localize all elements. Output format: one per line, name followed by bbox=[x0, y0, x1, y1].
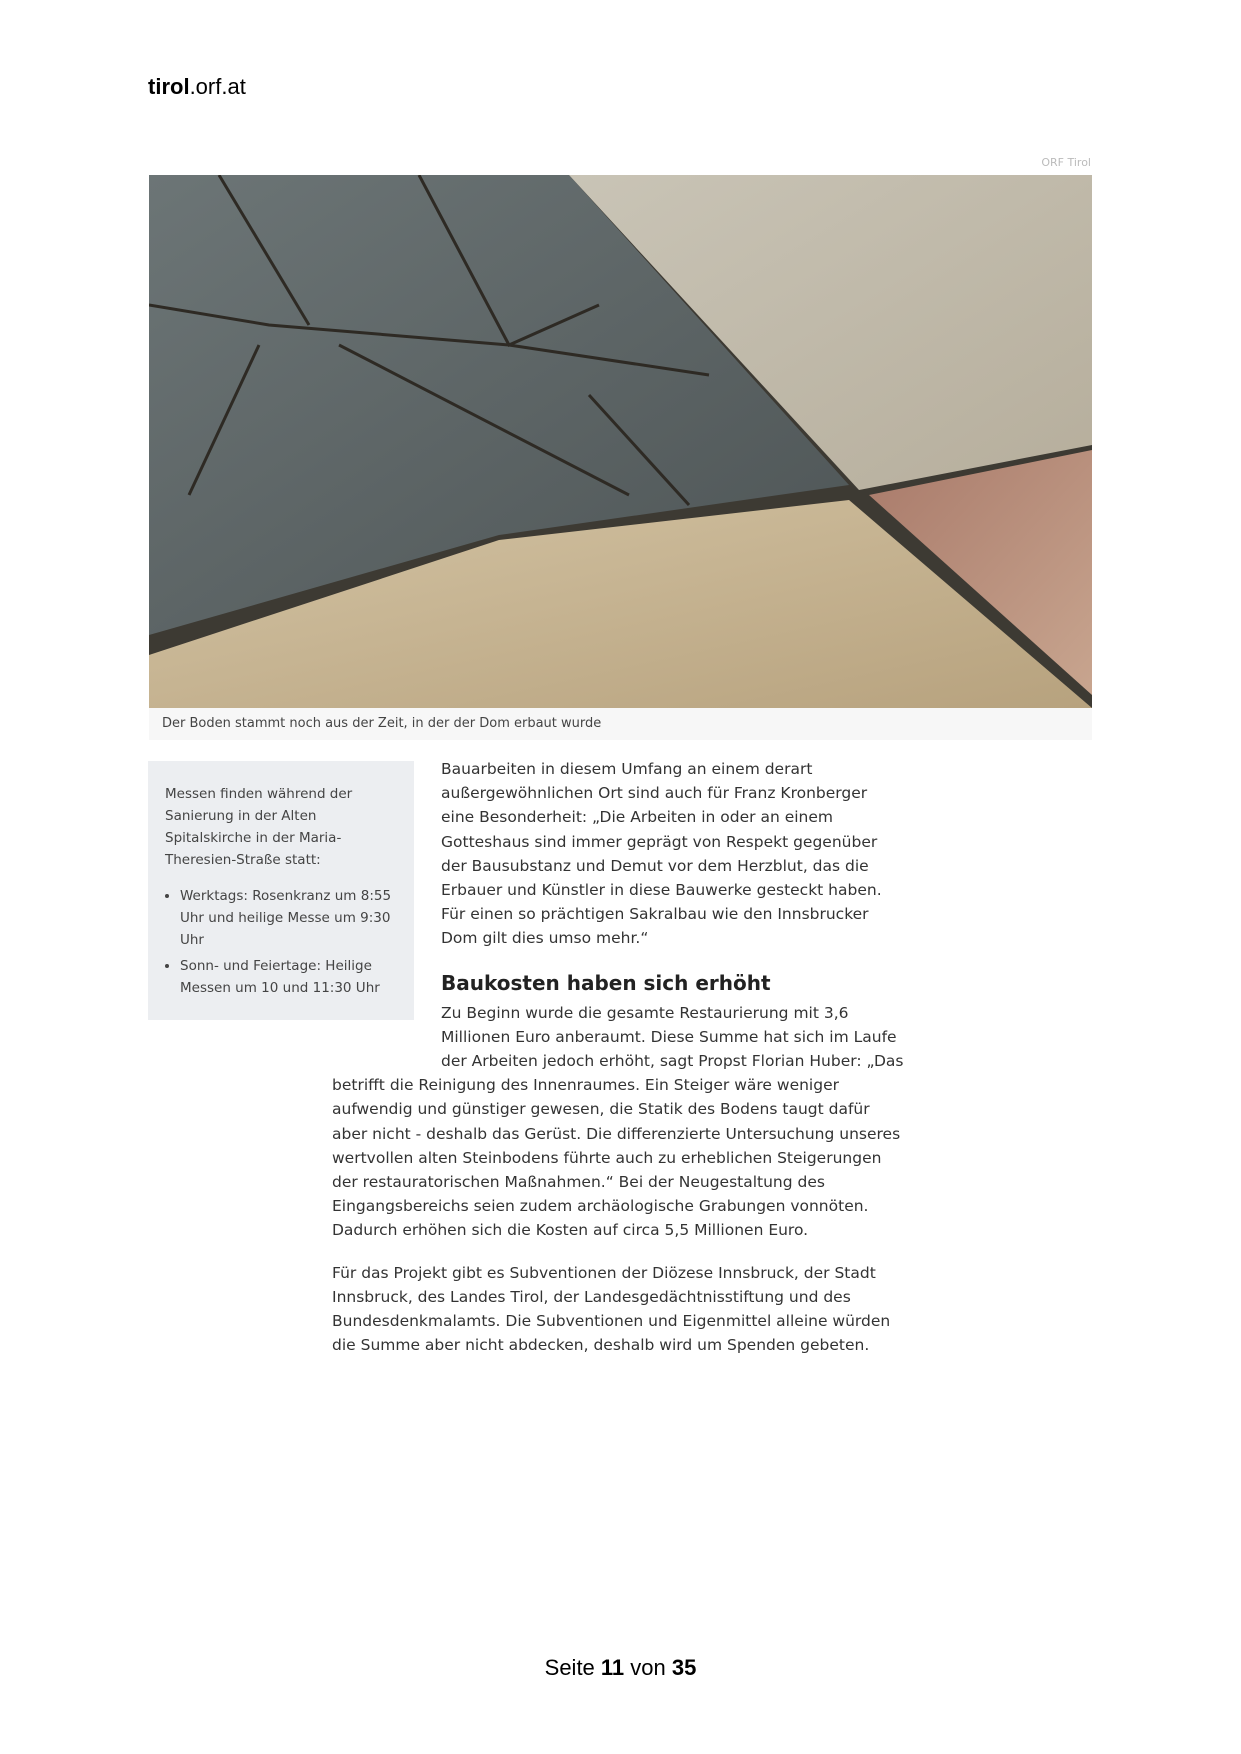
article-paragraph: Für das Projekt gibt es Subventionen der Diözese Innsbruck, der Stadt Innsbruck, des Landes Tirol, der Landesgedächtnisstiftung und des Bundesdenkmalamts. Die Subventionen und Eigenmittel alleine würden die Summe aber nicht abdecken, deshalb wird um Spenden gebeten. bbox=[332, 1263, 891, 1355]
floor-photo bbox=[149, 175, 1092, 708]
site-name-bold: tirol bbox=[148, 74, 190, 99]
article-paragraph: Bauarbeiten in diesem Umfang an einem derart außergewöhnlichen Ort sind auch für Franz Kronberger eine Besonderheit: „Die Arbeiten in oder an einem Gotteshaus sind immer geprägt von Respekt gegenüber der Bausubstanz und Demut vor dem Herzblut, das die Erbauer und Künstler in diese Bauwerke gesteckt haben. Für einen so prächtigen Sakralbau wie den Innsbrucker Dom gilt dies umso mehr.“ bbox=[441, 760, 882, 948]
current-page: 11 bbox=[600, 1655, 625, 1680]
info-box-item: • Sonn- und Feiertage: Heilige Messen um 10 und 11:30 Uhr bbox=[180, 955, 400, 999]
info-box-item: • Werktags: Rosenkranz um 8:55 Uhr und heilige Messe um 9:30 Uhr bbox=[180, 885, 400, 951]
site-name-rest: .orf.at bbox=[189, 74, 246, 99]
image-caption: Der Boden stammt noch aus der Zeit, in der der Dom erbaut wurde bbox=[149, 708, 1092, 740]
image-credit: ORF Tirol bbox=[1041, 156, 1091, 169]
page-of: von bbox=[624, 1655, 672, 1680]
float-spacer bbox=[332, 757, 441, 1059]
page-number bbox=[0, 1655, 1241, 1681]
site-name bbox=[148, 74, 246, 100]
article-paragraph: Zu Beginn wurde die gesamte Restaurierung mit 3,6 Millionen Euro anberaumt. Diese Summe hat sich im Laufe der Arbeiten jedoch erhöht, sagt Propst Florian Huber: „Das betrifft die Reinigung des Innenraumes. Ein Steiger wäre weniger aufwendig und günstiger gewesen, die Statik des Bodens taugt dafür aber nicht - deshalb das Gerüst. Die differenzierte Untersuchung unseres wertvollen alten Steinbodens führte auch zu erheblichen Steigerungen der restauratorischen Maßnahmen.“ Bei der Neugestaltung des Eingangsbereichs seien zudem archäologische Grabungen vonnöten. Dadurch erhöhen sich die Kosten auf circa 5,5 Millionen Euro. bbox=[332, 1003, 904, 1240]
info-box-intro: Messen finden während der Sanierung in der Alten Spitalskirche in der Maria-Theresien-Straße statt: bbox=[165, 786, 353, 868]
total-pages: 35 bbox=[671, 1655, 697, 1680]
article-body bbox=[332, 757, 904, 1375]
page-prefix: Seite bbox=[544, 1655, 601, 1680]
section-heading: Baukosten haben sich erhöht bbox=[441, 970, 771, 995]
